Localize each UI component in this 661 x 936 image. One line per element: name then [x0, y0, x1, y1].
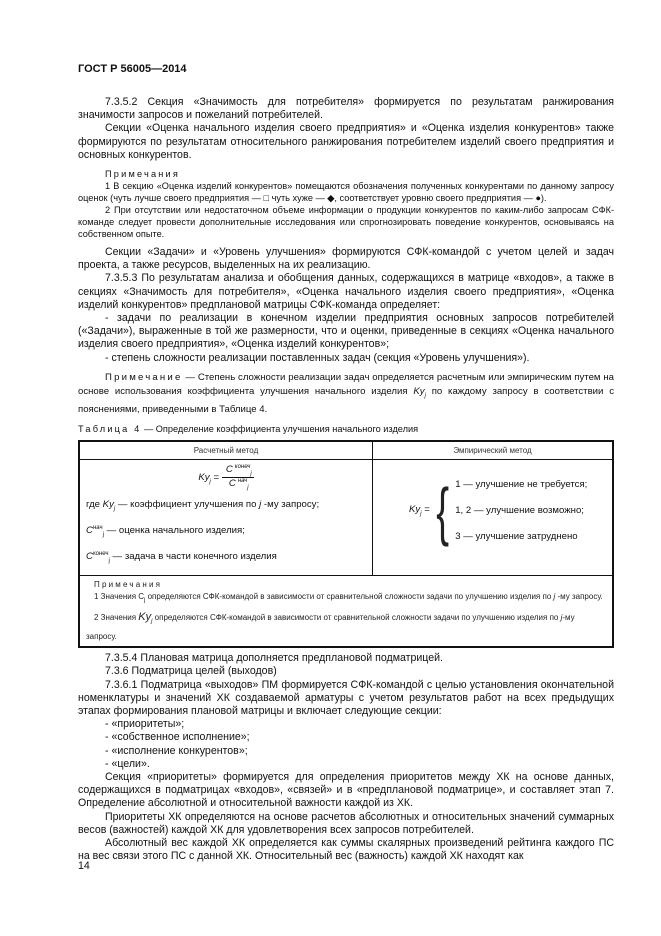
text: 2 Значения — [94, 612, 139, 622]
table-header-empirical: Эмпирический метод — [373, 441, 614, 460]
paragraph: 7.3.6.1 Подматрица «выходов» ПМ формируется СФК-командой с целью установления окончательной номенклатуры и значений ХК создаваемой арматуры с учетом результатов работ на всех предыдущих этапах формирования плановой матрицы и включает следующие секции: — [78, 678, 614, 718]
empirical-method-cell — [373, 459, 614, 575]
sup: нач — [237, 477, 248, 484]
option: 3 — улучшение затруднено — [455, 530, 578, 542]
list-item: - «собственное исполнение»; — [105, 731, 250, 744]
definition-c-nach — [86, 519, 366, 545]
ky-symbol: Ky — [409, 504, 421, 516]
table-caption — [78, 423, 614, 435]
sub: j — [250, 470, 252, 477]
table-caption-text: — Определение коэффициента улучшения начального изделия — [141, 423, 419, 434]
note-text: , соответствует уровню своего предприятия — — [334, 193, 536, 204]
definitions — [86, 495, 366, 571]
option: 1 — улучшение не требуется; — [455, 478, 588, 490]
table-note-1 — [86, 591, 606, 607]
diamond-marker-icon: ◆ — [327, 193, 335, 204]
sub: j — [247, 484, 249, 491]
paragraph: - задачи по реализации в конечном изделии предприятия основных запросов потребителей («Задачи»), выраженные в той же размерности, что и оценки, приведенные в секциях «Оценка начального изделия своего предприятия», «Оценка изделий конкурентов»; — [78, 312, 614, 351]
sub: j — [144, 597, 146, 604]
paragraph: 7.3.5.3 По результатам анализа и обобщения данных, содержащихся в матрице «входов», а также в секциях «Значимость для потребителя», «Оценка начального изделия своего предприятия», «Оценка изделий конкурентов» предплановой матрицы СФК-команда определяет: — [78, 272, 614, 311]
note-text: 1 В секцию «Оценка изделий конкурентов» помещаются обозначения полученных конкурентами по данному запросу оценок (чуть лучше своего предприятия — — [78, 181, 614, 204]
fraction — [222, 464, 254, 491]
square-marker-icon: □ — [263, 193, 270, 204]
table-header-calc: Расчетный метод — [79, 441, 373, 460]
definition-ky — [86, 495, 366, 519]
ky-subscript: j — [424, 392, 426, 399]
note-3 — [78, 371, 614, 417]
sub: j — [420, 511, 422, 518]
text: определяются СФК-командой в зависимости от сравнительной сложности задачи по улучшению изделия по — [152, 612, 561, 622]
definition-c-konech — [86, 545, 366, 571]
option: 1, 2 — улучшение возможно; — [455, 504, 584, 516]
sub: j — [102, 531, 104, 538]
text: — оценка начального изделия; — [103, 525, 245, 537]
list-item: - «исполнение конкурентов»; — [105, 744, 248, 757]
note-text: по каждому запросу в соответствии с пояснениями, приведенными в Таблице 4. — [78, 385, 614, 415]
text: -му запросу. — [555, 592, 603, 602]
paragraph: Абсолютный вес каждой ХК определяется как суммы скалярных произведений рейтинга каждого ПС на вес связи этого ПС с данной ХК. Относительный вес (важность) каждой ХК находят как — [78, 837, 614, 863]
paragraph: Секции «Задачи» и «Уровень улучшения» формируются СФК-командой с учетом целей и задач проекта, а также ресурсов, выделенных на их реализацию. — [78, 246, 614, 272]
j-symbol: j — [560, 612, 563, 622]
paragraph: 7.3.5.2 Секция «Значимость для потребителя» формируется по результатам ранжирования значимости запросов и пожеланий потребителей. — [78, 96, 614, 122]
formula-lhs: Ky — [198, 471, 210, 483]
text: где — [86, 498, 103, 510]
note-text: ). — [540, 193, 547, 204]
text: — коэффициент улучшения по — [115, 498, 260, 510]
calc-method-cell — [79, 459, 373, 575]
table-notes-title: Примечания — [94, 580, 163, 590]
sup: конеч — [234, 463, 251, 470]
list-item: - «цели». — [105, 757, 150, 770]
paragraph: - степень сложности реализации поставленных задач (секция «Уровень улучшения»). — [105, 351, 530, 364]
page-number: 14 — [78, 860, 90, 872]
ky-symbol: Ky — [102, 498, 114, 510]
sub: j — [151, 618, 153, 625]
page-body — [78, 96, 614, 863]
sup: конеч — [92, 550, 109, 557]
paragraph: Приоритеты ХК определяются на основе расчетов абсолютных и относительных значений суммарных весов (важностей) каждой ХК для удовлетворения всех запросов потребителей. — [78, 810, 614, 836]
ky-symbol: Ky — [138, 610, 152, 623]
empirical-options — [455, 472, 587, 550]
table-notes — [79, 576, 613, 648]
formula: $Ky_j$ = $\frac{C ^{конеч}_j}{C ^{нач}_j}$ — [198, 463, 252, 491]
formula-sub: j — [209, 478, 211, 485]
circle-marker-icon: ● — [535, 193, 541, 204]
text: определяются СФК-командой в зависимости от сравнительной сложности задачи по улучшению изделия по — [145, 592, 554, 602]
text: -му запросу; — [261, 498, 320, 510]
j-symbol: j — [259, 498, 262, 510]
denominator — [222, 478, 254, 491]
table-caption-label: Таблица 4 — [78, 423, 142, 434]
c-symbol: C — [225, 463, 233, 475]
note-title: Примечание — [105, 371, 183, 383]
j-symbol: j — [553, 592, 556, 602]
document-header: ГОСТ Р 56005—2014 — [78, 63, 187, 75]
paragraph: 7.3.5.4 Плановая матрица дополняется предплановой подматрицей. — [105, 652, 444, 665]
numerator — [222, 464, 254, 478]
note-1 — [78, 180, 614, 204]
note-2: 2 При отсутствии или недостаточном объеме информации о продукции конкурентов по каким-либо запросам СФК-команде следует провести дополнительные исследования или спрогнозировать поведение конкурентов, основываясь на собственном опыте. — [78, 205, 614, 240]
ky-symbol: Ky — [413, 385, 425, 397]
text: 1 Значения C — [94, 592, 145, 602]
sub: j — [108, 558, 110, 565]
notes-title: Примечания — [105, 169, 181, 180]
c-symbol: C — [228, 478, 236, 490]
c-symbol: C — [86, 551, 93, 563]
paragraph: Секции «Оценка начального изделия своего предприятия» и «Оценка изделия конкурентов» также формируются по результатам относительного ранжирования потребителем изделий своего предприятия и основных конкурентов. — [78, 122, 614, 161]
text: — задача в части конечного изделия — [109, 551, 277, 563]
brace-icon: { — [436, 474, 449, 547]
empirical-formula: $Ky_j$ = { 1 — улучшение не требуется; 1, 2 — улучшение возможно; 3 — улучшение затруднено — [409, 472, 606, 550]
section-heading: 7.3.6 Подматрица целей (выходов) — [105, 665, 277, 678]
note-text: — Степень сложности реализации задач определяется расчетным или эмпирическим путем на основе использования коэффициента улучшения начального изделия — [78, 371, 614, 397]
c-symbol: C — [86, 525, 93, 537]
table-4 — [78, 440, 614, 648]
paragraph: Секция «приоритеты» формируется для определения приоритетов между ХК на основе данных, содержащихся в подматрицах «входов», «связей» и в «предплановой подматрице», и составляет этап 7. Определение абсолютной и относительной важности каждой из ХК. — [78, 771, 614, 810]
sub: j — [113, 505, 116, 512]
table-note-2 — [86, 610, 606, 645]
list-item: - «приоритеты»; — [105, 718, 185, 731]
note-text: чуть хуже — — [269, 193, 328, 204]
text: -му запросу. — [86, 612, 575, 642]
sup: нач — [92, 524, 103, 531]
